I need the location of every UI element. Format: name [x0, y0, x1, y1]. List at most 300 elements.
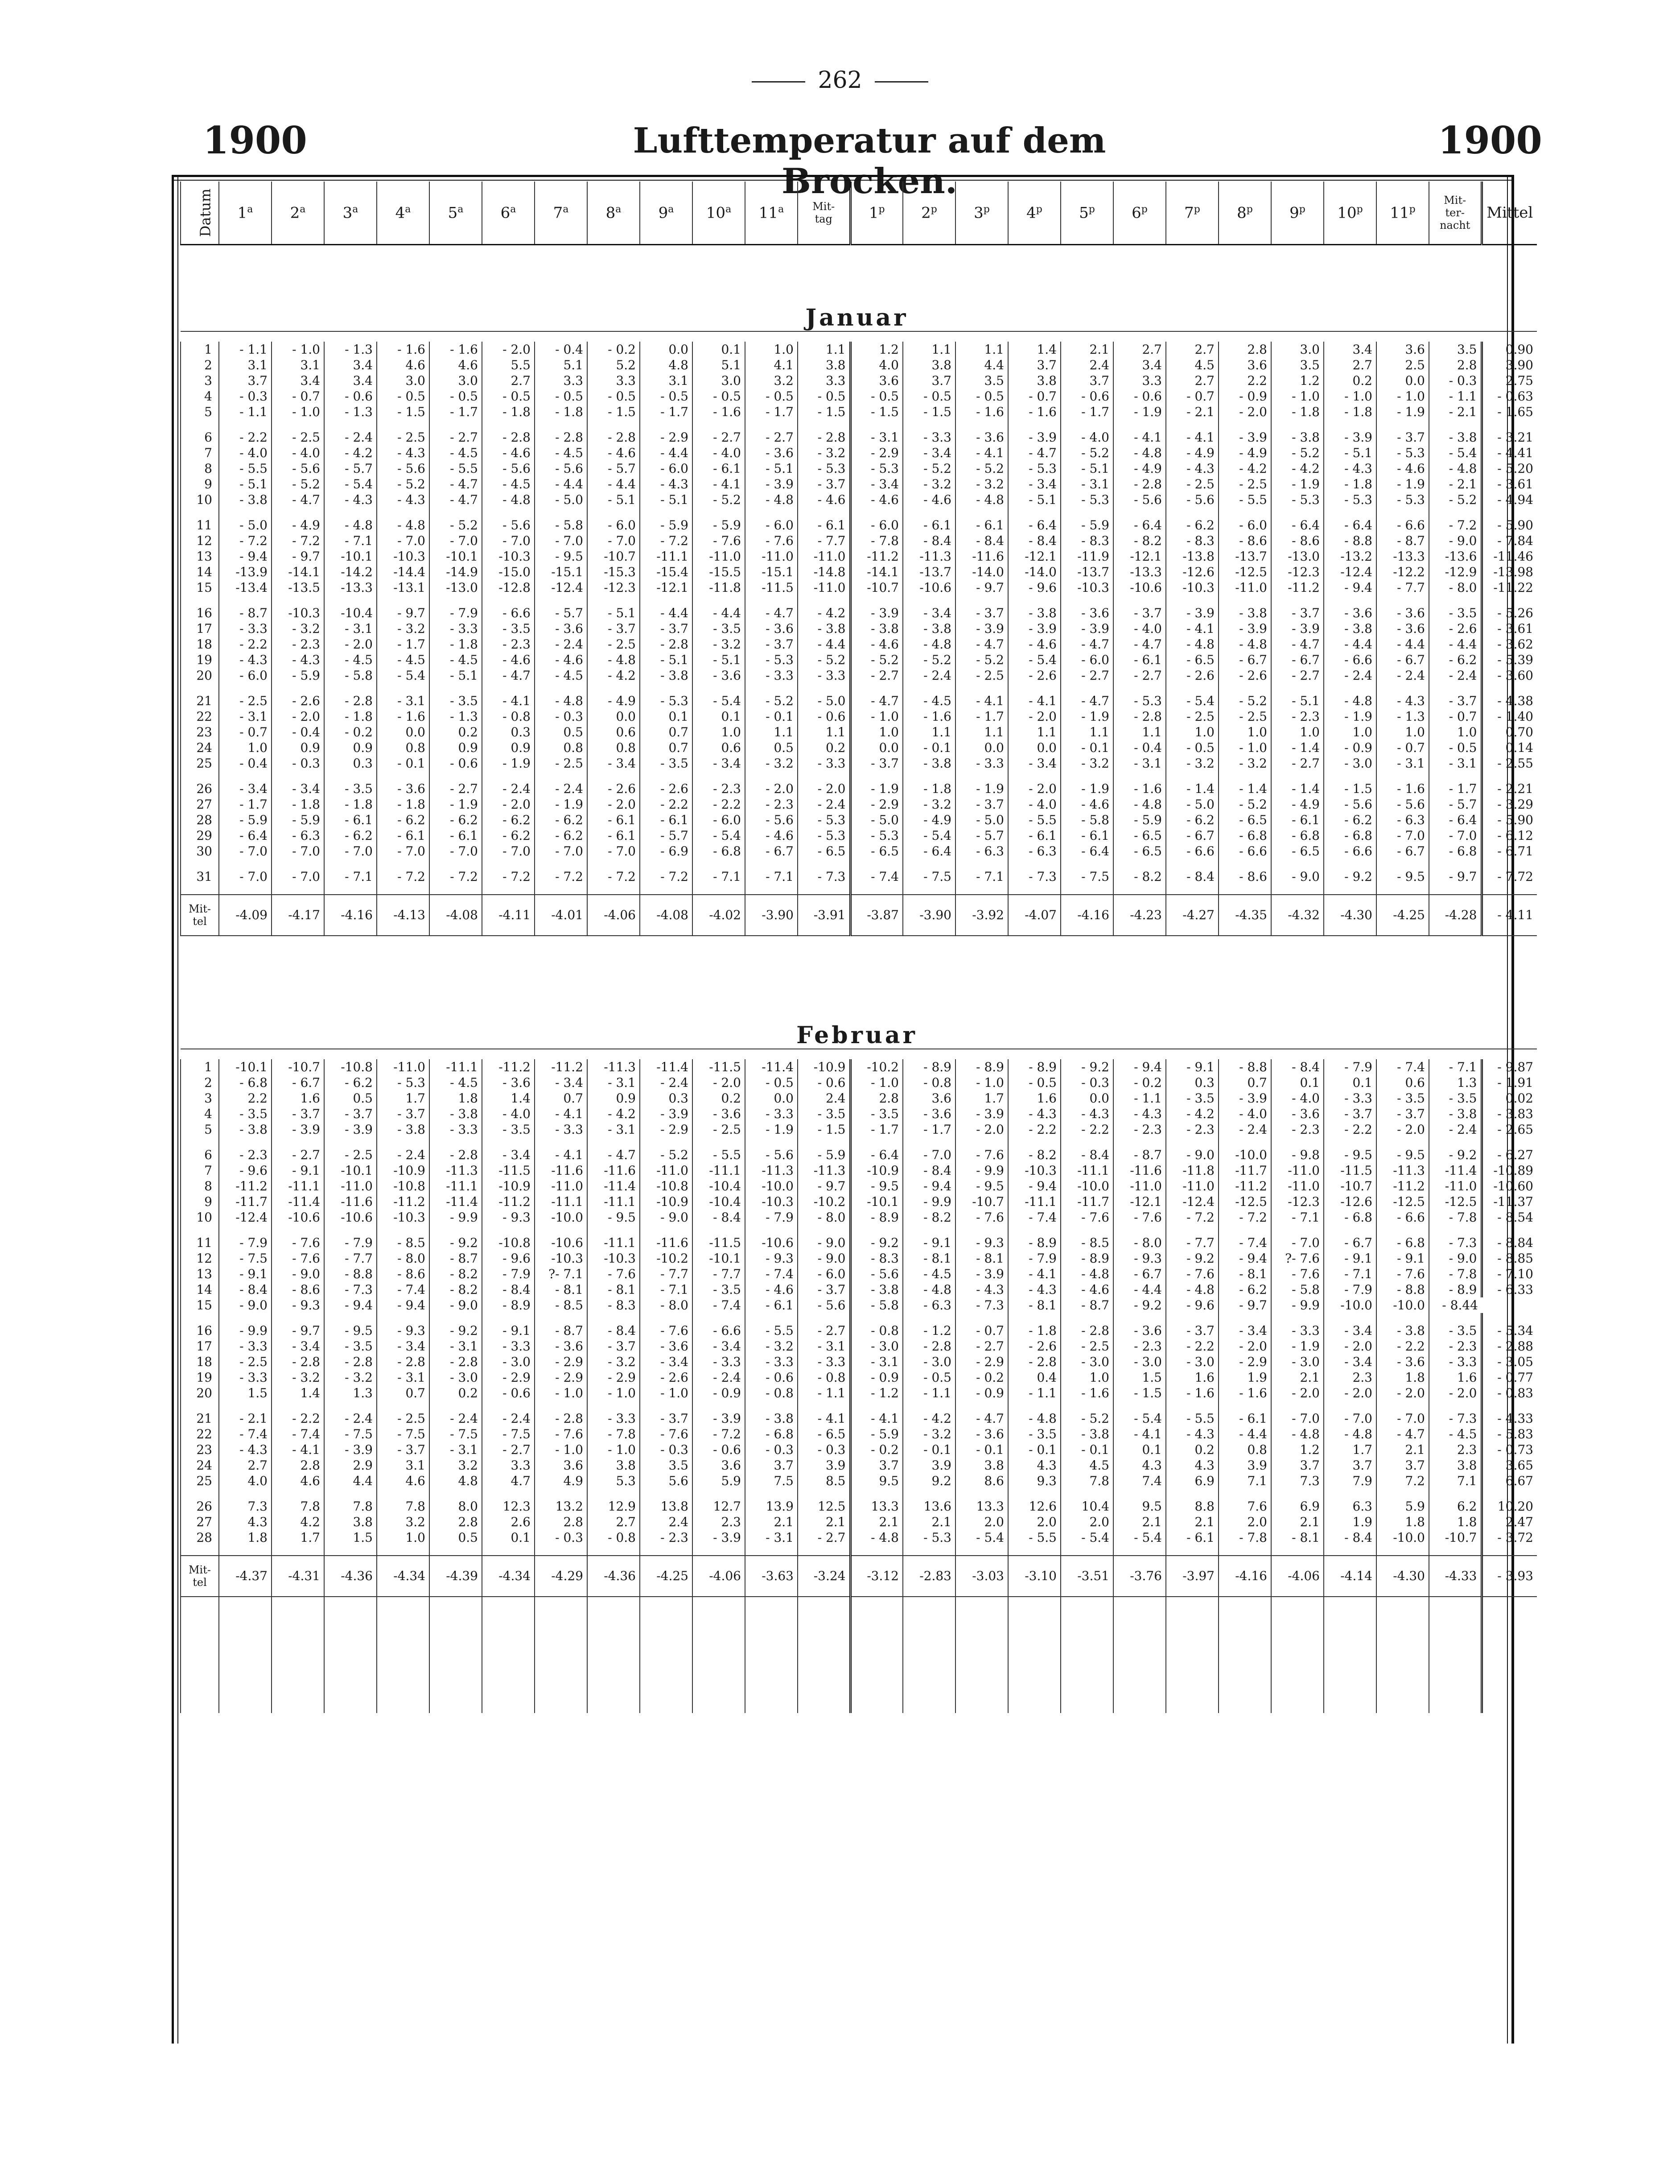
value-cell: - 2.6: [640, 781, 692, 797]
value-cell: - 5.5: [429, 461, 482, 476]
value-cell: - 7.1: [1271, 1210, 1324, 1225]
value-cell: - 2.7: [798, 1323, 850, 1338]
table-row: [181, 652, 1537, 668]
hourly-mean-cell: -4.31: [272, 1556, 324, 1597]
value-cell: - 2.2: [640, 797, 692, 812]
value-cell: - 4.0: [1271, 1090, 1324, 1106]
table-row: [181, 373, 1537, 388]
value-cell: - 5.4: [1429, 445, 1482, 461]
value-cell: - 2.9: [640, 1122, 692, 1137]
header-hour-1a: 1$^a$: [219, 182, 272, 245]
value-cell: -15.3: [587, 564, 640, 580]
value-cell: 3.7: [745, 1457, 798, 1473]
value-cell: - 7.9: [1008, 1251, 1061, 1266]
value-cell: - 4.8: [903, 1282, 955, 1297]
value-cell: 2.3: [1324, 1370, 1376, 1385]
date-cell: 10: [181, 492, 219, 508]
value-cell: - 5.9: [692, 517, 745, 533]
value-cell: 3.5: [1271, 357, 1324, 373]
value-cell: - 8.44: [1429, 1297, 1482, 1313]
value-cell: -11.5: [745, 580, 798, 595]
value-cell: - 8.9: [850, 1210, 903, 1225]
value-cell: - 3.1: [587, 1075, 640, 1090]
value-cell: - 4.1: [1166, 621, 1219, 636]
value-cell: -11.4: [745, 1059, 798, 1075]
value-cell: - 5.2: [1061, 445, 1113, 461]
value-cell: - 6.1: [640, 812, 692, 828]
value-cell: 1.3: [324, 1385, 377, 1401]
value-cell: - 1.1: [1429, 388, 1482, 404]
value-cell: - 4.1: [1113, 429, 1166, 445]
value-cell: - 9.2: [850, 1235, 903, 1251]
value-cell: -13.6: [1429, 549, 1482, 564]
value-cell: -11.1: [429, 1059, 482, 1075]
value-cell: - 2.8: [1113, 476, 1166, 492]
value-cell: - 3.4: [1008, 476, 1061, 492]
value-cell: - 5.3: [1113, 693, 1166, 709]
value-cell: -11.5: [1324, 1163, 1376, 1178]
value-cell: - 6.5: [1271, 843, 1324, 859]
value-cell: - 9.9: [219, 1323, 272, 1338]
value-cell: - 5.2: [1219, 693, 1271, 709]
value-cell: -12.1: [1113, 1194, 1166, 1210]
value-cell: - 3.3: [798, 756, 850, 771]
value-cell: - 4.2: [798, 605, 850, 621]
date-cell: 14: [181, 564, 219, 580]
value-cell: - 4.0: [1061, 429, 1113, 445]
value-cell: - 4.5: [1429, 1426, 1482, 1442]
value-cell: - 8.5: [1061, 1235, 1113, 1251]
date-cell: 12: [181, 1251, 219, 1266]
value-cell: - 0.1: [955, 1442, 1008, 1457]
value-cell: 0.6: [1376, 1075, 1429, 1090]
value-cell: - 1.8: [482, 404, 535, 420]
value-cell: -11.1: [429, 1178, 482, 1194]
value-cell: - 8.7: [1113, 1147, 1166, 1163]
value-cell: - 3.0: [429, 1370, 482, 1385]
value-cell: - 9.9: [903, 1194, 955, 1210]
value-cell: 3.3: [1113, 373, 1166, 388]
value-cell: - 4.0: [272, 445, 324, 461]
value-cell: - 6.5: [1113, 828, 1166, 843]
value-cell: - 2.7: [1061, 668, 1113, 683]
value-cell: - 6.1: [1113, 652, 1166, 668]
value-cell: 1.9: [1324, 1514, 1376, 1530]
table-row: [181, 549, 1537, 564]
value-cell: - 8.6: [272, 1282, 324, 1297]
value-cell: -10.8: [640, 1178, 692, 1194]
value-cell: - 4.4: [640, 605, 692, 621]
value-cell: - 2.3: [219, 1147, 272, 1163]
value-cell: - 0.5: [482, 388, 535, 404]
value-cell: - 7.6: [745, 533, 798, 549]
value-cell: - 7.5: [377, 1426, 429, 1442]
table-row: [181, 709, 1537, 724]
value-cell: - 3.4: [903, 605, 955, 621]
value-cell: -13.3: [1376, 549, 1429, 564]
value-cell: - 9.3: [272, 1297, 324, 1313]
value-cell: - 3.7: [272, 1106, 324, 1122]
value-cell: - 4.3: [1008, 1282, 1061, 1297]
value-cell: - 7.0: [1324, 1411, 1376, 1426]
value-cell: - 9.7: [272, 1323, 324, 1338]
value-cell: - 4.3: [1113, 1106, 1166, 1122]
value-cell: 2.0: [1008, 1514, 1061, 1530]
value-cell: -10.6: [745, 1235, 798, 1251]
hourly-mean-cell: -4.30: [1324, 895, 1376, 936]
value-cell: - 3.5: [1429, 1090, 1482, 1106]
value-cell: - 6.2: [429, 812, 482, 828]
date-cell: 27: [181, 797, 219, 812]
value-cell: 3.8: [324, 1514, 377, 1530]
value-cell: - 0.1: [903, 1442, 955, 1457]
value-cell: - 5.3: [850, 461, 903, 476]
value-cell: - 1.8: [324, 797, 377, 812]
mittel-label: Mit- tel: [181, 895, 219, 936]
date-cell: 18: [181, 636, 219, 652]
value-cell: - 4.3: [1061, 1106, 1113, 1122]
value-cell: - 4.6: [1008, 636, 1061, 652]
value-cell: 0.3: [640, 1090, 692, 1106]
value-cell: 2.7: [1324, 357, 1376, 373]
value-cell: - 9.0: [429, 1297, 482, 1313]
value-cell: - 8.9: [1429, 1282, 1482, 1297]
value-cell: -11.6: [1113, 1163, 1166, 1178]
value-cell: 4.8: [640, 357, 692, 373]
value-cell: - 6.2: [1429, 652, 1482, 668]
value-cell: -10.4: [324, 605, 377, 621]
value-cell: - 2.7: [272, 1147, 324, 1163]
value-cell: - 0.1: [745, 709, 798, 724]
value-cell: - 3.8: [640, 668, 692, 683]
value-cell: 8.8: [1166, 1499, 1219, 1514]
value-cell: 2.0: [1061, 1514, 1113, 1530]
value-cell: - 3.8: [798, 621, 850, 636]
value-cell: - 6.7: [272, 1075, 324, 1090]
value-cell: -10.2: [850, 1059, 903, 1075]
value-cell: - 7.9: [745, 1210, 798, 1225]
tail-row: [181, 1597, 1537, 1713]
date-cell: 25: [181, 1473, 219, 1489]
value-cell: - 1.8: [1008, 1323, 1061, 1338]
value-cell: - 9.5: [850, 1178, 903, 1194]
value-cell: 7.1: [1219, 1473, 1271, 1489]
value-cell: - 7.3: [324, 1282, 377, 1297]
value-cell: - 3.3: [482, 1338, 535, 1354]
value-cell: 1.7: [377, 1090, 429, 1106]
value-cell: - 1.9: [1113, 404, 1166, 420]
value-cell: - 3.7: [798, 476, 850, 492]
date-cell: 21: [181, 693, 219, 709]
value-cell: - 8.1: [1271, 1530, 1324, 1545]
value-cell: - 1.6: [1113, 781, 1166, 797]
value-cell: 1.0: [1376, 724, 1429, 740]
value-cell: - 6.5: [1166, 652, 1219, 668]
value-cell: - 6.7: [1113, 1266, 1166, 1282]
value-cell: - 5.7: [324, 461, 377, 476]
table-row: [181, 1499, 1537, 1514]
value-cell: 13.3: [850, 1499, 903, 1514]
value-cell: - 5.5: [1166, 1411, 1219, 1426]
value-cell: - 0.5: [429, 388, 482, 404]
value-cell: -10.0: [745, 1178, 798, 1194]
header-hour-3p: 3$^p$: [955, 182, 1008, 245]
value-cell: - 4.6: [903, 492, 955, 508]
value-cell: - 0.5: [640, 388, 692, 404]
value-cell: - 8.1: [1219, 1266, 1271, 1282]
value-cell: - 7.0: [219, 843, 272, 859]
value-cell: - 7.0: [1376, 1411, 1429, 1426]
value-cell: 2.1: [1061, 342, 1113, 357]
value-cell: -12.4: [1324, 564, 1376, 580]
value-cell: - 1.4: [1271, 740, 1324, 756]
value-cell: 2.8: [1429, 357, 1482, 373]
value-cell: - 3.5: [324, 781, 377, 797]
value-cell: - 8.7: [535, 1323, 587, 1338]
value-cell: - 6.1: [903, 517, 955, 533]
value-cell: - 1.0: [850, 1075, 903, 1090]
value-cell: - 0.9: [692, 1385, 745, 1401]
value-cell: -10.0: [535, 1210, 587, 1225]
value-cell: - 7.0: [219, 869, 272, 884]
table-row: [181, 476, 1537, 492]
value-cell: - 6.7: [745, 843, 798, 859]
hourly-mean-cell: -4.27: [1166, 895, 1219, 936]
value-cell: 1.1: [798, 342, 850, 357]
value-cell: - 6.7: [1376, 843, 1429, 859]
value-cell: - 4.7: [1376, 1426, 1429, 1442]
value-cell: 3.6: [903, 1090, 955, 1106]
value-cell: - 4.5: [535, 668, 587, 683]
value-cell: - 2.9: [850, 445, 903, 461]
value-cell: - 9.5: [1376, 1147, 1429, 1163]
value-cell: - 3.5: [640, 756, 692, 771]
value-cell: - 6.6: [1376, 517, 1429, 533]
value-cell: - 3.2: [903, 1426, 955, 1442]
table-row: [181, 1370, 1537, 1385]
value-cell: 3.7: [903, 373, 955, 388]
value-cell: - 5.3: [903, 1530, 955, 1545]
value-cell: - 0.7: [1376, 740, 1429, 756]
value-cell: - 7.6: [272, 1235, 324, 1251]
value-cell: - 0.8: [587, 1530, 640, 1545]
date-cell: 28: [181, 1530, 219, 1545]
pentad-gap: [181, 1489, 1537, 1499]
value-cell: - 5.0: [219, 517, 272, 533]
value-cell: - 8.5: [535, 1297, 587, 1313]
value-cell: - 5.8: [850, 1297, 903, 1313]
value-cell: - 6.2: [324, 828, 377, 843]
daily-mean-cell: - 0.77: [1482, 1370, 1537, 1385]
value-cell: - 8.6: [1271, 533, 1324, 549]
value-cell: 12.6: [1008, 1499, 1061, 1514]
value-cell: - 6.7: [1271, 652, 1324, 668]
table-row: [181, 1385, 1537, 1401]
value-cell: - 7.1: [1324, 1266, 1376, 1282]
value-cell: -11.7: [219, 1194, 272, 1210]
value-cell: - 2.0: [1271, 1385, 1324, 1401]
value-cell: - 5.0: [535, 492, 587, 508]
value-cell: -10.1: [429, 549, 482, 564]
value-cell: - 1.5: [903, 404, 955, 420]
value-cell: - 2.0: [1219, 404, 1271, 420]
value-cell: - 5.1: [745, 461, 798, 476]
value-cell: - 1.0: [850, 709, 903, 724]
value-cell: - 4.7: [1113, 636, 1166, 652]
date-cell: 30: [181, 843, 219, 859]
value-cell: - 0.6: [1061, 388, 1113, 404]
value-cell: - 3.8: [903, 756, 955, 771]
value-cell: - 9.4: [324, 1297, 377, 1313]
value-cell: - 6.2: [1166, 812, 1219, 828]
value-cell: - 6.0: [850, 517, 903, 533]
value-cell: - 3.4: [272, 781, 324, 797]
daily-mean-cell: 3.90: [1482, 357, 1537, 373]
value-cell: - 3.3: [745, 668, 798, 683]
value-cell: - 2.4: [324, 429, 377, 445]
header-hour-8p: 8$^p$: [1219, 182, 1271, 245]
value-cell: - 4.7: [955, 1411, 1008, 1426]
value-cell: - 3.6: [377, 781, 429, 797]
value-cell: - 6.2: [535, 812, 587, 828]
value-cell: - 7.3: [1429, 1235, 1482, 1251]
value-cell: - 2.5: [219, 1354, 272, 1370]
value-cell: - 6.6: [1324, 652, 1376, 668]
value-cell: - 8.9: [1061, 1251, 1113, 1266]
value-cell: - 5.1: [219, 476, 272, 492]
value-cell: - 0.9: [955, 1385, 1008, 1401]
value-cell: - 3.6: [692, 668, 745, 683]
table-row: [181, 1530, 1537, 1545]
value-cell: - 3.9: [1008, 621, 1061, 636]
value-cell: - 8.3: [1166, 533, 1219, 549]
value-cell: - 6.1: [324, 812, 377, 828]
daily-mean-cell: - 3.29: [1482, 797, 1537, 812]
value-cell: - 6.8: [745, 1426, 798, 1442]
value-cell: -12.4: [219, 1210, 272, 1225]
value-cell: - 2.8: [429, 1354, 482, 1370]
value-cell: - 3.2: [1219, 756, 1271, 771]
value-cell: 2.3: [1429, 1442, 1482, 1457]
value-cell: - 1.7: [955, 709, 1008, 724]
value-cell: - 2.5: [535, 756, 587, 771]
hourly-mean-cell: -4.17: [272, 895, 324, 936]
value-cell: -11.2: [535, 1059, 587, 1075]
value-cell: - 7.9: [324, 1235, 377, 1251]
value-cell: - 0.7: [219, 724, 272, 740]
value-cell: 0.0: [1008, 740, 1061, 756]
value-cell: - 2.2: [1008, 1122, 1061, 1137]
value-cell: - 5.1: [640, 492, 692, 508]
value-cell: 3.3: [535, 373, 587, 388]
value-cell: - 3.4: [219, 781, 272, 797]
value-cell: - 3.3: [1324, 1090, 1376, 1106]
value-cell: 13.2: [535, 1499, 587, 1514]
value-cell: - 3.8: [1008, 605, 1061, 621]
value-cell: - 4.8: [850, 1530, 903, 1545]
value-cell: 3.7: [1271, 1457, 1324, 1473]
value-cell: - 5.0: [955, 812, 1008, 828]
hourly-mean-cell: -4.16: [1061, 895, 1113, 936]
value-cell: - 3.3: [745, 1106, 798, 1122]
value-cell: - 6.4: [903, 843, 955, 859]
value-cell: - 6.4: [1113, 517, 1166, 533]
year-left: 1900: [203, 118, 307, 162]
value-cell: - 3.2: [798, 445, 850, 461]
value-cell: - 0.1: [1061, 1442, 1113, 1457]
value-cell: - 3.1: [850, 1354, 903, 1370]
value-cell: 0.1: [1271, 1075, 1324, 1090]
value-cell: - 0.3: [798, 1442, 850, 1457]
value-cell: - 5.2: [429, 517, 482, 533]
date-cell: 13: [181, 1266, 219, 1282]
value-cell: - 2.6: [587, 781, 640, 797]
value-cell: 1.4: [482, 1090, 535, 1106]
value-cell: - 6.2: [1166, 517, 1219, 533]
value-cell: - 0.8: [482, 709, 535, 724]
value-cell: -12.3: [1271, 1194, 1324, 1210]
value-cell: - 8.0: [640, 1297, 692, 1313]
value-cell: 1.0: [692, 724, 745, 740]
value-cell: - 3.2: [745, 1338, 798, 1354]
header-hour-5p: 5$^p$: [1061, 182, 1113, 245]
value-cell: 4.9: [535, 1473, 587, 1489]
value-cell: 2.7: [587, 1514, 640, 1530]
value-cell: - 3.8: [903, 621, 955, 636]
value-cell: - 2.4: [798, 797, 850, 812]
value-cell: - 5.9: [1061, 517, 1113, 533]
value-cell: - 2.8: [324, 1354, 377, 1370]
value-cell: -11.3: [745, 1163, 798, 1178]
value-cell: - 5.6: [272, 461, 324, 476]
value-cell: - 7.2: [535, 869, 587, 884]
daily-mean-cell: - 3.05: [1482, 1354, 1537, 1370]
value-cell: - 3.7: [1376, 429, 1429, 445]
value-cell: - 7.5: [482, 1426, 535, 1442]
value-cell: - 7.8: [1219, 1530, 1271, 1545]
header-hour-8a: 8$^a$: [587, 182, 640, 245]
value-cell: 1.1: [1008, 724, 1061, 740]
table-row: [181, 342, 1537, 357]
value-cell: - 2.8: [587, 429, 640, 445]
value-cell: - 3.9: [272, 1122, 324, 1137]
value-cell: - 3.2: [1061, 756, 1113, 771]
value-cell: - 7.1: [324, 533, 377, 549]
value-cell: - 3.2: [1166, 756, 1219, 771]
value-cell: - 3.1: [377, 1370, 429, 1385]
value-cell: 5.6: [640, 1473, 692, 1489]
table-row: [181, 797, 1537, 812]
value-cell: 4.5: [1061, 1457, 1113, 1473]
table-row: [181, 1075, 1537, 1090]
value-cell: - 6.0: [219, 668, 272, 683]
value-cell: - 6.2: [377, 812, 429, 828]
value-cell: - 6.7: [1324, 1235, 1376, 1251]
date-cell: 24: [181, 740, 219, 756]
value-cell: 4.2: [272, 1514, 324, 1530]
value-cell: - 7.0: [482, 843, 535, 859]
value-cell: -11.1: [1008, 1194, 1061, 1210]
value-cell: - 5.0: [1166, 797, 1219, 812]
daily-mean-cell: 0.14: [1482, 740, 1537, 756]
value-cell: - 1.5: [798, 1122, 850, 1137]
value-cell: -13.9: [219, 564, 272, 580]
table-row: [181, 1426, 1537, 1442]
value-cell: - 3.8: [1429, 429, 1482, 445]
value-cell: ?- 7.6: [1271, 1251, 1324, 1266]
value-cell: - 1.7: [850, 1122, 903, 1137]
value-cell: - 6.1: [587, 828, 640, 843]
